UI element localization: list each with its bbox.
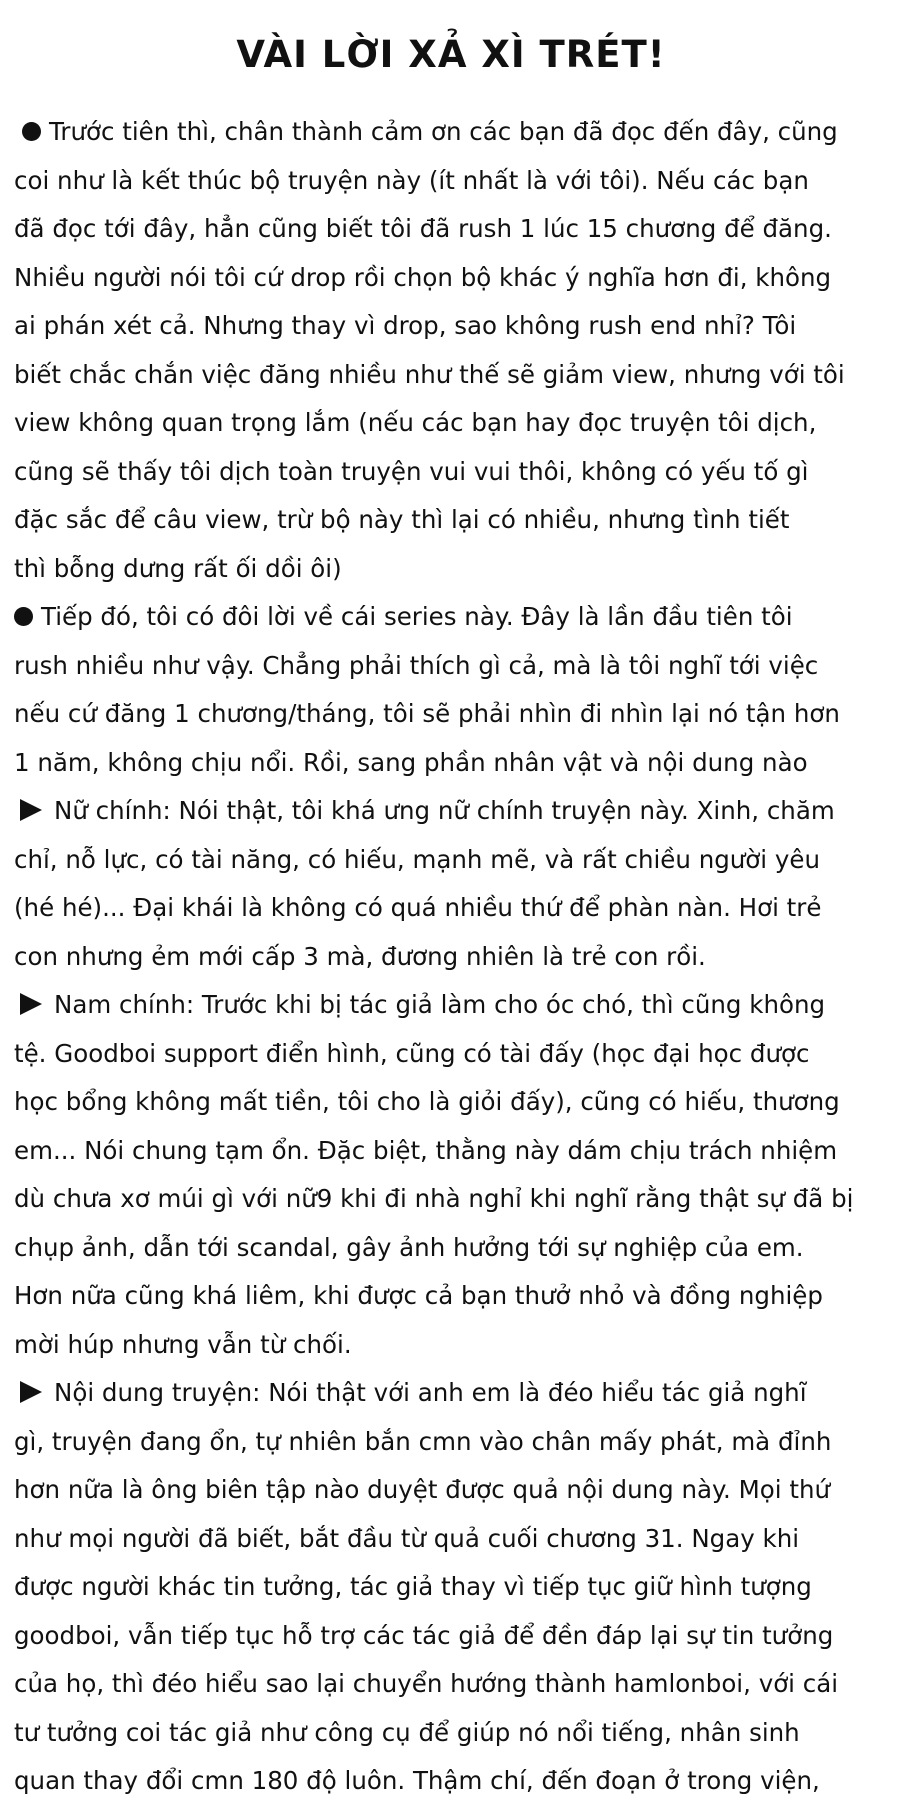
line-text: học bổng không mất tiền, tôi cho là giỏi đấy), cũng có hiếu, thương — [14, 1087, 840, 1116]
text-line — [14, 739, 888, 788]
text-line — [14, 642, 888, 691]
arrow-right-icon — [20, 799, 42, 821]
text-line — [14, 1127, 888, 1176]
line-text: biết chắc chắn việc đăng nhiều như thế sẽ giảm view, nhưng với tôi — [14, 359, 845, 389]
line-text: quan thay đổi cmn 180 độ luôn. Thậm chí, đến đoạn ở trong viện, — [14, 1766, 820, 1795]
line-text: được người khác tin tưởng, tác giả thay vì tiếp tục giữ hình tượng — [14, 1572, 812, 1601]
text-line — [14, 254, 888, 303]
bullet-icon — [14, 607, 33, 626]
line-text: gì, truyện đang ổn, tự nhiên bắn cmn vào chân mấy phát, mà đỉnh — [14, 1426, 832, 1456]
text-line — [14, 690, 888, 739]
arrow-right-icon — [20, 993, 42, 1015]
text-line — [14, 448, 888, 497]
text-line — [14, 1709, 888, 1758]
text-line — [14, 108, 888, 157]
line-text: view không quan trọng lắm (nếu các bạn hay đọc truyện tôi dịch, — [14, 408, 817, 437]
line-text: của họ, thì đéo hiểu sao lại chuyển hướng thành hamlonboi, với cái — [14, 1669, 839, 1698]
line-text: hơn nữa là ông biên tập nào duyệt được quả nội dung này. Mọi thứ — [14, 1475, 831, 1504]
line-text: rush nhiều như vậy. Chẳng phải thích gì cả, mà là tôi nghĩ tới việc — [14, 650, 819, 680]
line-text: đã đọc tới đây, hẳn cũng biết tôi đã rush 1 lúc 15 chương để đăng. — [14, 214, 832, 243]
line-text: mời húp nhưng vẫn từ chối. — [14, 1329, 352, 1359]
line-text: nếu cứ đăng 1 chương/tháng, tôi sẽ phải nhìn đi nhìn lại nó tận hơn — [14, 699, 840, 728]
text-line — [14, 302, 888, 351]
text-line — [14, 351, 888, 400]
line-text: đặc sắc để câu view, trừ bộ này thì lại có nhiều, nhưng tình tiết — [14, 505, 790, 534]
line-text: Nữ chính: Nói thật, tôi khá ưng nữ chính truyện này. Xinh, chăm — [54, 796, 835, 825]
line-text: con nhưng ẻm mới cấp 3 mà, đương nhiên là trẻ con rồi. — [14, 941, 706, 971]
page-title: VÀI LỜI XẢ XÌ TRÉT! — [236, 33, 666, 76]
line-text: Nội dung truyện: Nói thật với anh em là đéo hiểu tác giả nghĩ — [54, 1378, 807, 1407]
line-text: tư tưởng coi tác giả như công cụ để giúp nó nổi tiếng, nhân sinh — [14, 1717, 800, 1747]
text-line — [14, 1612, 888, 1661]
text-line — [14, 545, 888, 594]
text-line — [14, 1272, 888, 1321]
text-line — [14, 884, 888, 933]
text-line — [14, 205, 888, 254]
text-line — [14, 1224, 888, 1273]
line-text: dù chưa xơ múi gì với nữ9 khi đi nhà nghỉ khi nghĩ rằng thật sự đã bị — [14, 1184, 854, 1213]
text-line — [14, 933, 888, 982]
line-text: Tiếp đó, tôi có đôi lời về cái series này. Đây là lần đầu tiên tôi — [41, 602, 793, 631]
line-text: như mọi người đã biết, bắt đầu từ quả cuối chương 31. Ngay khi — [14, 1523, 800, 1553]
text-line — [14, 1757, 888, 1806]
text-line — [14, 157, 888, 206]
line-text: chụp ảnh, dẫn tới scandal, gây ảnh hưởng tới sự nghiệp của em. — [14, 1232, 804, 1262]
line-text: Nhiều người nói tôi cứ drop rồi chọn bộ khác ý nghĩa hơn đi, không — [14, 262, 832, 292]
text-line — [14, 836, 888, 885]
bullet-icon — [22, 122, 41, 141]
text-line — [14, 1418, 888, 1467]
text-line — [14, 787, 888, 836]
line-text: goodboi, vẫn tiếp tục hỗ trợ các tác giả để đền đáp lại sự tin tưởng — [14, 1620, 834, 1650]
text-line — [14, 1369, 888, 1418]
text-line — [14, 496, 888, 545]
text-line — [14, 1563, 888, 1612]
line-text: Hơn nữa cũng khá liêm, khi được cả bạn thưở nhỏ và đồng nghiệp — [14, 1281, 823, 1310]
line-text: Nam chính: Trước khi bị tác giả làm cho óc chó, thì cũng không — [54, 990, 826, 1019]
text-line — [14, 399, 888, 448]
text-line — [14, 1078, 888, 1127]
text-line — [14, 1175, 888, 1224]
text-line — [14, 1466, 888, 1515]
text-line — [14, 1515, 888, 1564]
text-line — [14, 593, 888, 642]
line-text: (hé hé)... Đại khái là không có quá nhiều thứ để phàn nàn. Hơi trẻ — [14, 893, 822, 922]
line-text: 1 năm, không chịu nổi. Rồi, sang phần nhân vật và nội dung nào — [14, 747, 808, 777]
text-line — [14, 1321, 888, 1370]
line-text: ai phán xét cả. Nhưng thay vì drop, sao không rush end nhỉ? Tôi — [14, 311, 797, 340]
line-text: cũng sẽ thấy tôi dịch toàn truyện vui vui thôi, không có yếu tố gì — [14, 456, 809, 486]
line-text: chỉ, nỗ lực, có tài năng, có hiếu, mạnh mẽ, và rất chiều người yêu — [14, 844, 820, 874]
line-text: coi như là kết thúc bộ truyện này (ít nhất là với tôi). Nếu các bạn — [14, 165, 809, 195]
text-line — [14, 1660, 888, 1709]
text-line — [14, 981, 888, 1030]
line-text: tệ. Goodboi support điển hình, cũng có tài đấy (học đại học được — [14, 1038, 810, 1068]
note-body — [14, 108, 888, 1806]
line-text: thì bỗng dưng rất ối dồi ôi) — [14, 553, 342, 583]
line-text: em... Nói chung tạm ổn. Đặc biệt, thằng này dám chịu trách nhiệm — [14, 1135, 838, 1165]
arrow-right-icon — [20, 1381, 42, 1403]
text-line — [14, 1030, 888, 1079]
line-text: Trước tiên thì, chân thành cảm ơn các bạn đã đọc đến đây, cũng — [49, 117, 838, 146]
